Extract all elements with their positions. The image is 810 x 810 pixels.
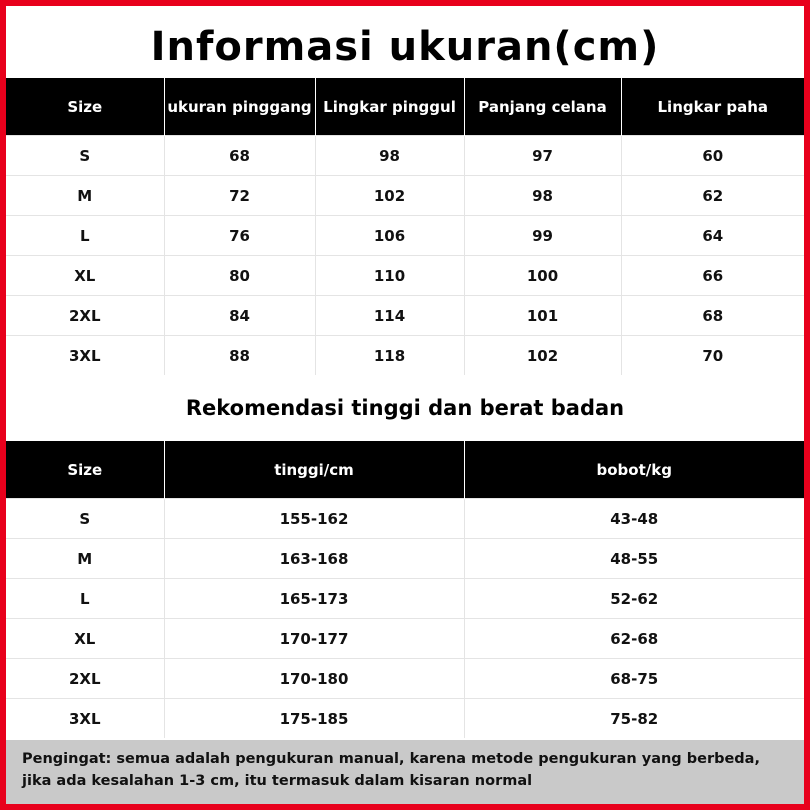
- size-table: [6, 78, 804, 375]
- table-row: [6, 336, 804, 376]
- cell-length: 100: [464, 256, 621, 296]
- cell-waist: 76: [164, 216, 315, 256]
- table-row: [6, 659, 804, 699]
- cell-thigh: 70: [621, 336, 804, 376]
- col-header-hip: Lingkar pinggul: [315, 78, 464, 136]
- cell-weight: 43-48: [464, 499, 804, 539]
- size-chart-sheet: [6, 6, 804, 804]
- cell-height: 165-173: [164, 579, 464, 619]
- cell-hip: 106: [315, 216, 464, 256]
- cell-size: 2XL: [6, 296, 164, 336]
- col-header-size: Size: [6, 441, 164, 499]
- col-header-height: tinggi/cm: [164, 441, 464, 499]
- cell-size: 3XL: [6, 699, 164, 739]
- reminder-note: Pengingat: semua adalah pengukuran manual, karena metode pengukuran yang berbeda, jika ada kesalahan 1-3 cm, itu termasuk dalam kisaran normal: [6, 740, 804, 804]
- col-header-weight: bobot/kg: [464, 441, 804, 499]
- cell-thigh: 64: [621, 216, 804, 256]
- cell-size: 2XL: [6, 659, 164, 699]
- cell-size: XL: [6, 619, 164, 659]
- cell-weight: 52-62: [464, 579, 804, 619]
- cell-waist: 72: [164, 176, 315, 216]
- size-table-header-row: [6, 78, 804, 136]
- cell-size: M: [6, 539, 164, 579]
- cell-height: 175-185: [164, 699, 464, 739]
- cell-size: XL: [6, 256, 164, 296]
- cell-length: 99: [464, 216, 621, 256]
- recommendation-table: [6, 441, 804, 738]
- cell-thigh: 62: [621, 176, 804, 216]
- cell-weight: 75-82: [464, 699, 804, 739]
- table-row: [6, 256, 804, 296]
- recommendation-header-row: [6, 441, 804, 499]
- cell-size: L: [6, 579, 164, 619]
- recommendation-title: Rekomendasi tinggi dan berat badan: [185, 396, 625, 420]
- col-header-waist: ukuran pinggang: [164, 78, 315, 136]
- cell-thigh: 60: [621, 136, 804, 176]
- cell-size: 3XL: [6, 336, 164, 376]
- cell-size: L: [6, 216, 164, 256]
- cell-length: 101: [464, 296, 621, 336]
- table-row: [6, 619, 804, 659]
- cell-hip: 98: [315, 136, 464, 176]
- table-row: [6, 216, 804, 256]
- cell-size: M: [6, 176, 164, 216]
- cell-hip: 110: [315, 256, 464, 296]
- table-row: [6, 579, 804, 619]
- cell-height: 155-162: [164, 499, 464, 539]
- cell-size: S: [6, 499, 164, 539]
- cell-weight: 62-68: [464, 619, 804, 659]
- table-row: [6, 296, 804, 336]
- cell-height: 170-177: [164, 619, 464, 659]
- cell-height: 170-180: [164, 659, 464, 699]
- cell-weight: 68-75: [464, 659, 804, 699]
- table-row: [6, 499, 804, 539]
- cell-length: 102: [464, 336, 621, 376]
- cell-length: 97: [464, 136, 621, 176]
- table-row: [6, 176, 804, 216]
- table-row: [6, 136, 804, 176]
- cell-waist: 84: [164, 296, 315, 336]
- cell-hip: 118: [315, 336, 464, 376]
- col-header-size: Size: [6, 78, 164, 136]
- cell-waist: 88: [164, 336, 315, 376]
- table-row: [6, 539, 804, 579]
- cell-weight: 48-55: [464, 539, 804, 579]
- cell-thigh: 68: [621, 296, 804, 336]
- page-title: Informasi ukuran(cm): [150, 24, 660, 70]
- cell-thigh: 66: [621, 256, 804, 296]
- cell-hip: 102: [315, 176, 464, 216]
- col-header-length: Panjang celana: [464, 78, 621, 136]
- col-header-thigh: Lingkar paha: [621, 78, 804, 136]
- cell-waist: 80: [164, 256, 315, 296]
- cell-waist: 68: [164, 136, 315, 176]
- table-row: [6, 699, 804, 739]
- cell-hip: 114: [315, 296, 464, 336]
- cell-size: S: [6, 136, 164, 176]
- cell-height: 163-168: [164, 539, 464, 579]
- cell-length: 98: [464, 176, 621, 216]
